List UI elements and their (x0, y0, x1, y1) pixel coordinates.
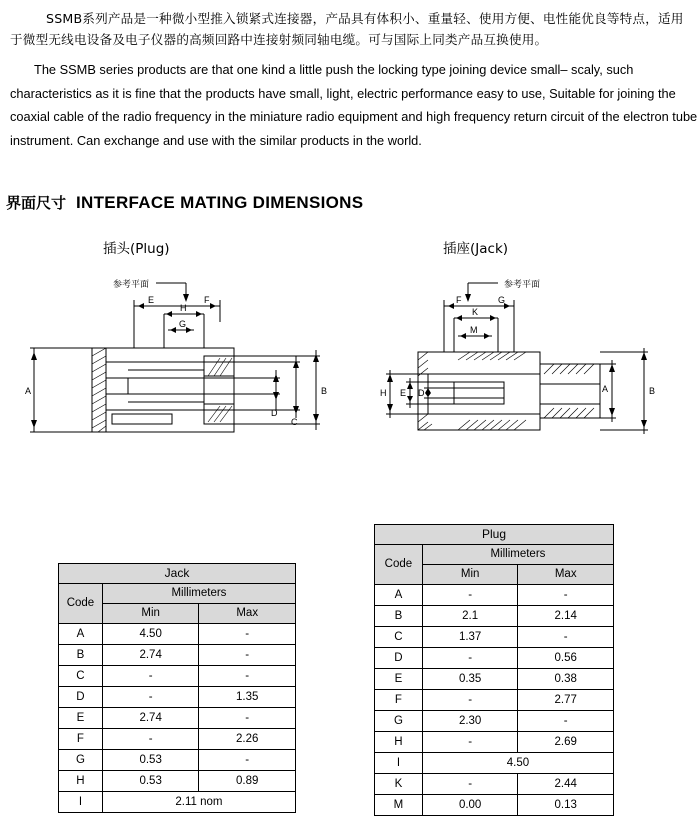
plug-row-max: 0.56 (518, 648, 614, 669)
plug-row-max: 0.13 (518, 795, 614, 816)
reference-plane-label-plug: 参考平面 (113, 280, 150, 290)
svg-text:E: E (148, 295, 155, 305)
table-row (375, 690, 614, 711)
table-row (375, 711, 614, 732)
svg-text:G: G (498, 295, 506, 305)
table-row (375, 606, 614, 627)
plug-row-code: I (375, 753, 423, 774)
svg-text:B: B (649, 386, 656, 396)
plug-row-min: - (422, 774, 518, 795)
jack-row-code: G (59, 750, 103, 771)
jack-row-min: 4.50 (102, 624, 199, 645)
plug-row-min: - (422, 732, 518, 753)
jack-row-max: - (199, 624, 296, 645)
jack-row-min: 0.53 (102, 771, 199, 792)
table-row (59, 624, 296, 645)
jack-row-min: 2.74 (102, 708, 199, 729)
table-row (59, 708, 296, 729)
plug-col-min: Min (422, 565, 518, 585)
svg-text:E: E (400, 388, 407, 398)
jack-row-code: A (59, 624, 103, 645)
plug-row-min: 2.1 (422, 606, 518, 627)
intro-paragraph-chinese: SSMB系列产品是一种微小型推入锁紧式连接器，产品具有体积小、重量轻、使用方便、电性能优良等特点，适用于微型无线电设备及电子仪器的高频回路中连接射频同轴电缆。可与国际上同类产品互换使用。 (10, 11, 684, 47)
table-row (59, 792, 296, 813)
plug-row-code: H (375, 732, 423, 753)
section-heading-english: INTERFACE MATING DIMENSIONS (76, 193, 364, 212)
table-row (59, 750, 296, 771)
jack-row-code: E (59, 708, 103, 729)
jack-row-min: 0.53 (102, 750, 199, 771)
svg-text:B: B (321, 386, 328, 396)
table-row (59, 771, 296, 792)
table-row (375, 585, 614, 606)
svg-text:G: G (179, 319, 187, 329)
table-row (59, 645, 296, 666)
plug-dimensions-table (374, 524, 614, 816)
plug-row-min: 0.35 (422, 669, 518, 690)
plug-row-code: B (375, 606, 423, 627)
table-row (375, 795, 614, 816)
jack-unit-header: Millimeters (102, 584, 295, 604)
reference-plane-label-jack: 参考平面 (504, 280, 541, 290)
plug-row-max: 2.44 (518, 774, 614, 795)
plug-technical-drawing (8, 270, 348, 520)
jack-code-header: Code (59, 584, 103, 624)
plug-col-max: Max (518, 565, 614, 585)
jack-row-code: H (59, 771, 103, 792)
plug-table-title: Plug (375, 525, 614, 545)
intro-paragraph-english: The SSMB series products are that one kind a little push the locking type joining device small– scaly, such characteristics as it is fine that the products have small, light, electric performance easy to use, Suitable for joining the coaxial cable of the radio frequency in the miniature radio equipment and high frequency return circuit of the electron tube instrument. Can exchange and use with the similar products in the world. (10, 62, 698, 148)
table-header-row (59, 584, 296, 604)
svg-text:A: A (602, 384, 609, 394)
figure-caption-plug: 插头(Plug) (103, 241, 170, 257)
svg-text:F: F (456, 295, 462, 305)
plug-row-max: 2.14 (518, 606, 614, 627)
plug-row-min: 0.00 (422, 795, 518, 816)
plug-unit-header: Millimeters (422, 545, 613, 565)
jack-row-max: - (199, 645, 296, 666)
jack-row-code: I (59, 792, 103, 813)
plug-row-min: - (422, 690, 518, 711)
table-row (59, 666, 296, 687)
svg-text:K: K (472, 307, 479, 317)
jack-row-code: C (59, 666, 103, 687)
plug-row-max: 2.77 (518, 690, 614, 711)
jack-table-title: Jack (59, 564, 296, 584)
section-heading (6, 192, 363, 213)
jack-row-code: B (59, 645, 103, 666)
jack-row-code: D (59, 687, 103, 708)
svg-text:D: D (418, 388, 425, 398)
jack-technical-drawing (358, 270, 694, 520)
jack-row-max: 0.89 (199, 771, 296, 792)
table-row (375, 669, 614, 690)
jack-col-max: Max (199, 604, 296, 624)
plug-row-code: A (375, 585, 423, 606)
plug-row-code: K (375, 774, 423, 795)
table-row (375, 753, 614, 774)
plug-row-min: - (422, 648, 518, 669)
table-row (59, 729, 296, 750)
jack-dimensions-table (58, 563, 296, 813)
svg-text:H: H (380, 388, 387, 398)
jack-row-max: 2.26 (199, 729, 296, 750)
svg-text:F: F (204, 295, 210, 305)
jack-row-min: - (102, 687, 199, 708)
table-row (59, 687, 296, 708)
jack-row-min: - (102, 729, 199, 750)
plug-code-header: Code (375, 545, 423, 585)
plug-row-max: - (518, 627, 614, 648)
jack-col-min: Min (102, 604, 199, 624)
plug-row-min: 2.30 (422, 711, 518, 732)
table-row (375, 627, 614, 648)
plug-row-code: F (375, 690, 423, 711)
jack-row-span: 2.11 nom (102, 792, 295, 813)
figure-caption-jack: 插座(Jack) (443, 241, 509, 257)
plug-row-min: 1.37 (422, 627, 518, 648)
plug-row-max: 0.38 (518, 669, 614, 690)
jack-row-max: - (199, 666, 296, 687)
plug-row-code: D (375, 648, 423, 669)
svg-text:C: C (291, 417, 298, 427)
jack-row-max: - (199, 750, 296, 771)
svg-text:A: A (25, 386, 32, 396)
svg-text:H: H (180, 303, 187, 313)
jack-row-min: - (102, 666, 199, 687)
table-header-row (375, 545, 614, 565)
plug-row-min: - (422, 585, 518, 606)
table-title-row (59, 564, 296, 584)
jack-row-code: F (59, 729, 103, 750)
svg-text:M: M (470, 325, 478, 335)
plug-row-code: C (375, 627, 423, 648)
svg-text:D: D (271, 408, 278, 418)
plug-row-max: - (518, 585, 614, 606)
table-title-row (375, 525, 614, 545)
plug-row-code: M (375, 795, 423, 816)
jack-row-max: - (199, 708, 296, 729)
table-row (375, 774, 614, 795)
plug-row-code: G (375, 711, 423, 732)
table-row (375, 648, 614, 669)
section-heading-chinese: 界面尺寸 (6, 194, 67, 212)
table-row (375, 732, 614, 753)
jack-row-min: 2.74 (102, 645, 199, 666)
plug-row-code: E (375, 669, 423, 690)
jack-row-max: 1.35 (199, 687, 296, 708)
plug-row-span: 4.50 (422, 753, 613, 774)
plug-row-max: 2.69 (518, 732, 614, 753)
plug-row-max: - (518, 711, 614, 732)
